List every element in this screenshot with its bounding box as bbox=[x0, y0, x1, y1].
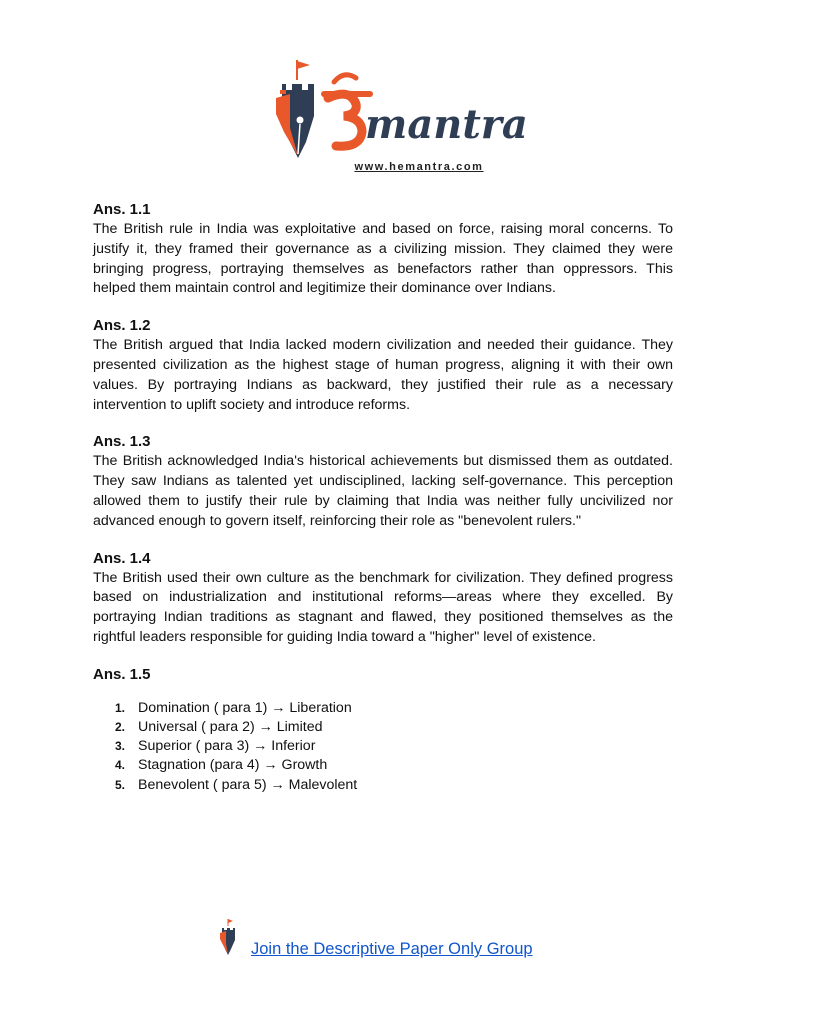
list-number: 1. bbox=[115, 700, 126, 715]
logo-wordmark: mantra bbox=[365, 101, 528, 148]
list-item-text: Benevolent ( para 5) → Malevolent bbox=[138, 776, 358, 793]
list-number: 2. bbox=[115, 719, 126, 734]
answer-section bbox=[93, 432, 673, 531]
answer-body: The British argued that India lacked modern civilization and needed their guidance. They presented civilization as the highest stage of human progress, aligning it with their own values. By portraying Indians as backward, they justified their rule as a necessary intervention to uplift society and introduce reforms. bbox=[93, 337, 673, 413]
answer-section bbox=[93, 316, 673, 415]
answer-section-list bbox=[93, 665, 673, 795]
list-number: 4. bbox=[115, 758, 126, 773]
list-item-text: Stagnation (para 4) → Growth bbox=[138, 757, 328, 774]
answer-title: Ans. 1.2 bbox=[93, 317, 151, 335]
page-footer bbox=[218, 918, 618, 958]
answer-title: Ans. 1.5 bbox=[93, 665, 151, 683]
list-item bbox=[115, 776, 673, 795]
list-number: 5. bbox=[115, 777, 126, 792]
answer-section bbox=[93, 549, 673, 648]
answer-body: The British rule in India was exploitative and based on force, raising moral concerns. To justify it, they framed their governance as a civilizing mission. They claimed they were bringing progress, portraying themselves as benefactors rather than oppressors. This helped them maintain control and legitimize their dominance over Indians. bbox=[93, 221, 673, 297]
answer-title: Ans. 1.1 bbox=[93, 201, 151, 218]
list-item-text: Domination ( para 1) → Liberation bbox=[138, 699, 352, 716]
answer-section bbox=[93, 200, 673, 299]
list-item-text: Superior ( para 3) → Inferior bbox=[138, 738, 316, 755]
answer-body: The British used their own culture as the benchmark for civilization. They defined progress based on industrialization and institutional reforms—areas where they excelled. By portraying Indian traditions as stagnant and flawed, they positioned themselves as the rightful leaders responsible for guiding India toward a "higher" level of existence. bbox=[93, 569, 673, 645]
answer-content bbox=[93, 200, 673, 812]
list-number: 3. bbox=[115, 739, 126, 754]
answer-title: Ans. 1.3 bbox=[93, 433, 151, 451]
pen-castle-icon bbox=[218, 918, 238, 956]
answer-title: Ans. 1.4 bbox=[93, 549, 151, 567]
hemantra-logo bbox=[272, 58, 528, 162]
list-item bbox=[115, 756, 673, 775]
answer-body: The British acknowledged India's historical achievements but dismissed them as outdated. They saw Indians as talented yet undisciplined, lacking self-governance. This perception allowed them to justify their rule by claiming that India was neither fully uncivilized nor advanced enough to govern itself, reinforcing their role as "benevolent rulers." bbox=[93, 453, 673, 529]
join-group-link[interactable]: Join the Descriptive Paper Only Group bbox=[251, 940, 533, 958]
page-header bbox=[0, 58, 768, 178]
list-item bbox=[115, 699, 673, 718]
list-item bbox=[115, 718, 673, 737]
list-item bbox=[115, 737, 673, 756]
antonym-list bbox=[115, 699, 673, 795]
list-item-text: Universal ( para 2) → Limited bbox=[138, 718, 323, 735]
site-url[interactable]: www.hemantra.com bbox=[354, 161, 484, 173]
